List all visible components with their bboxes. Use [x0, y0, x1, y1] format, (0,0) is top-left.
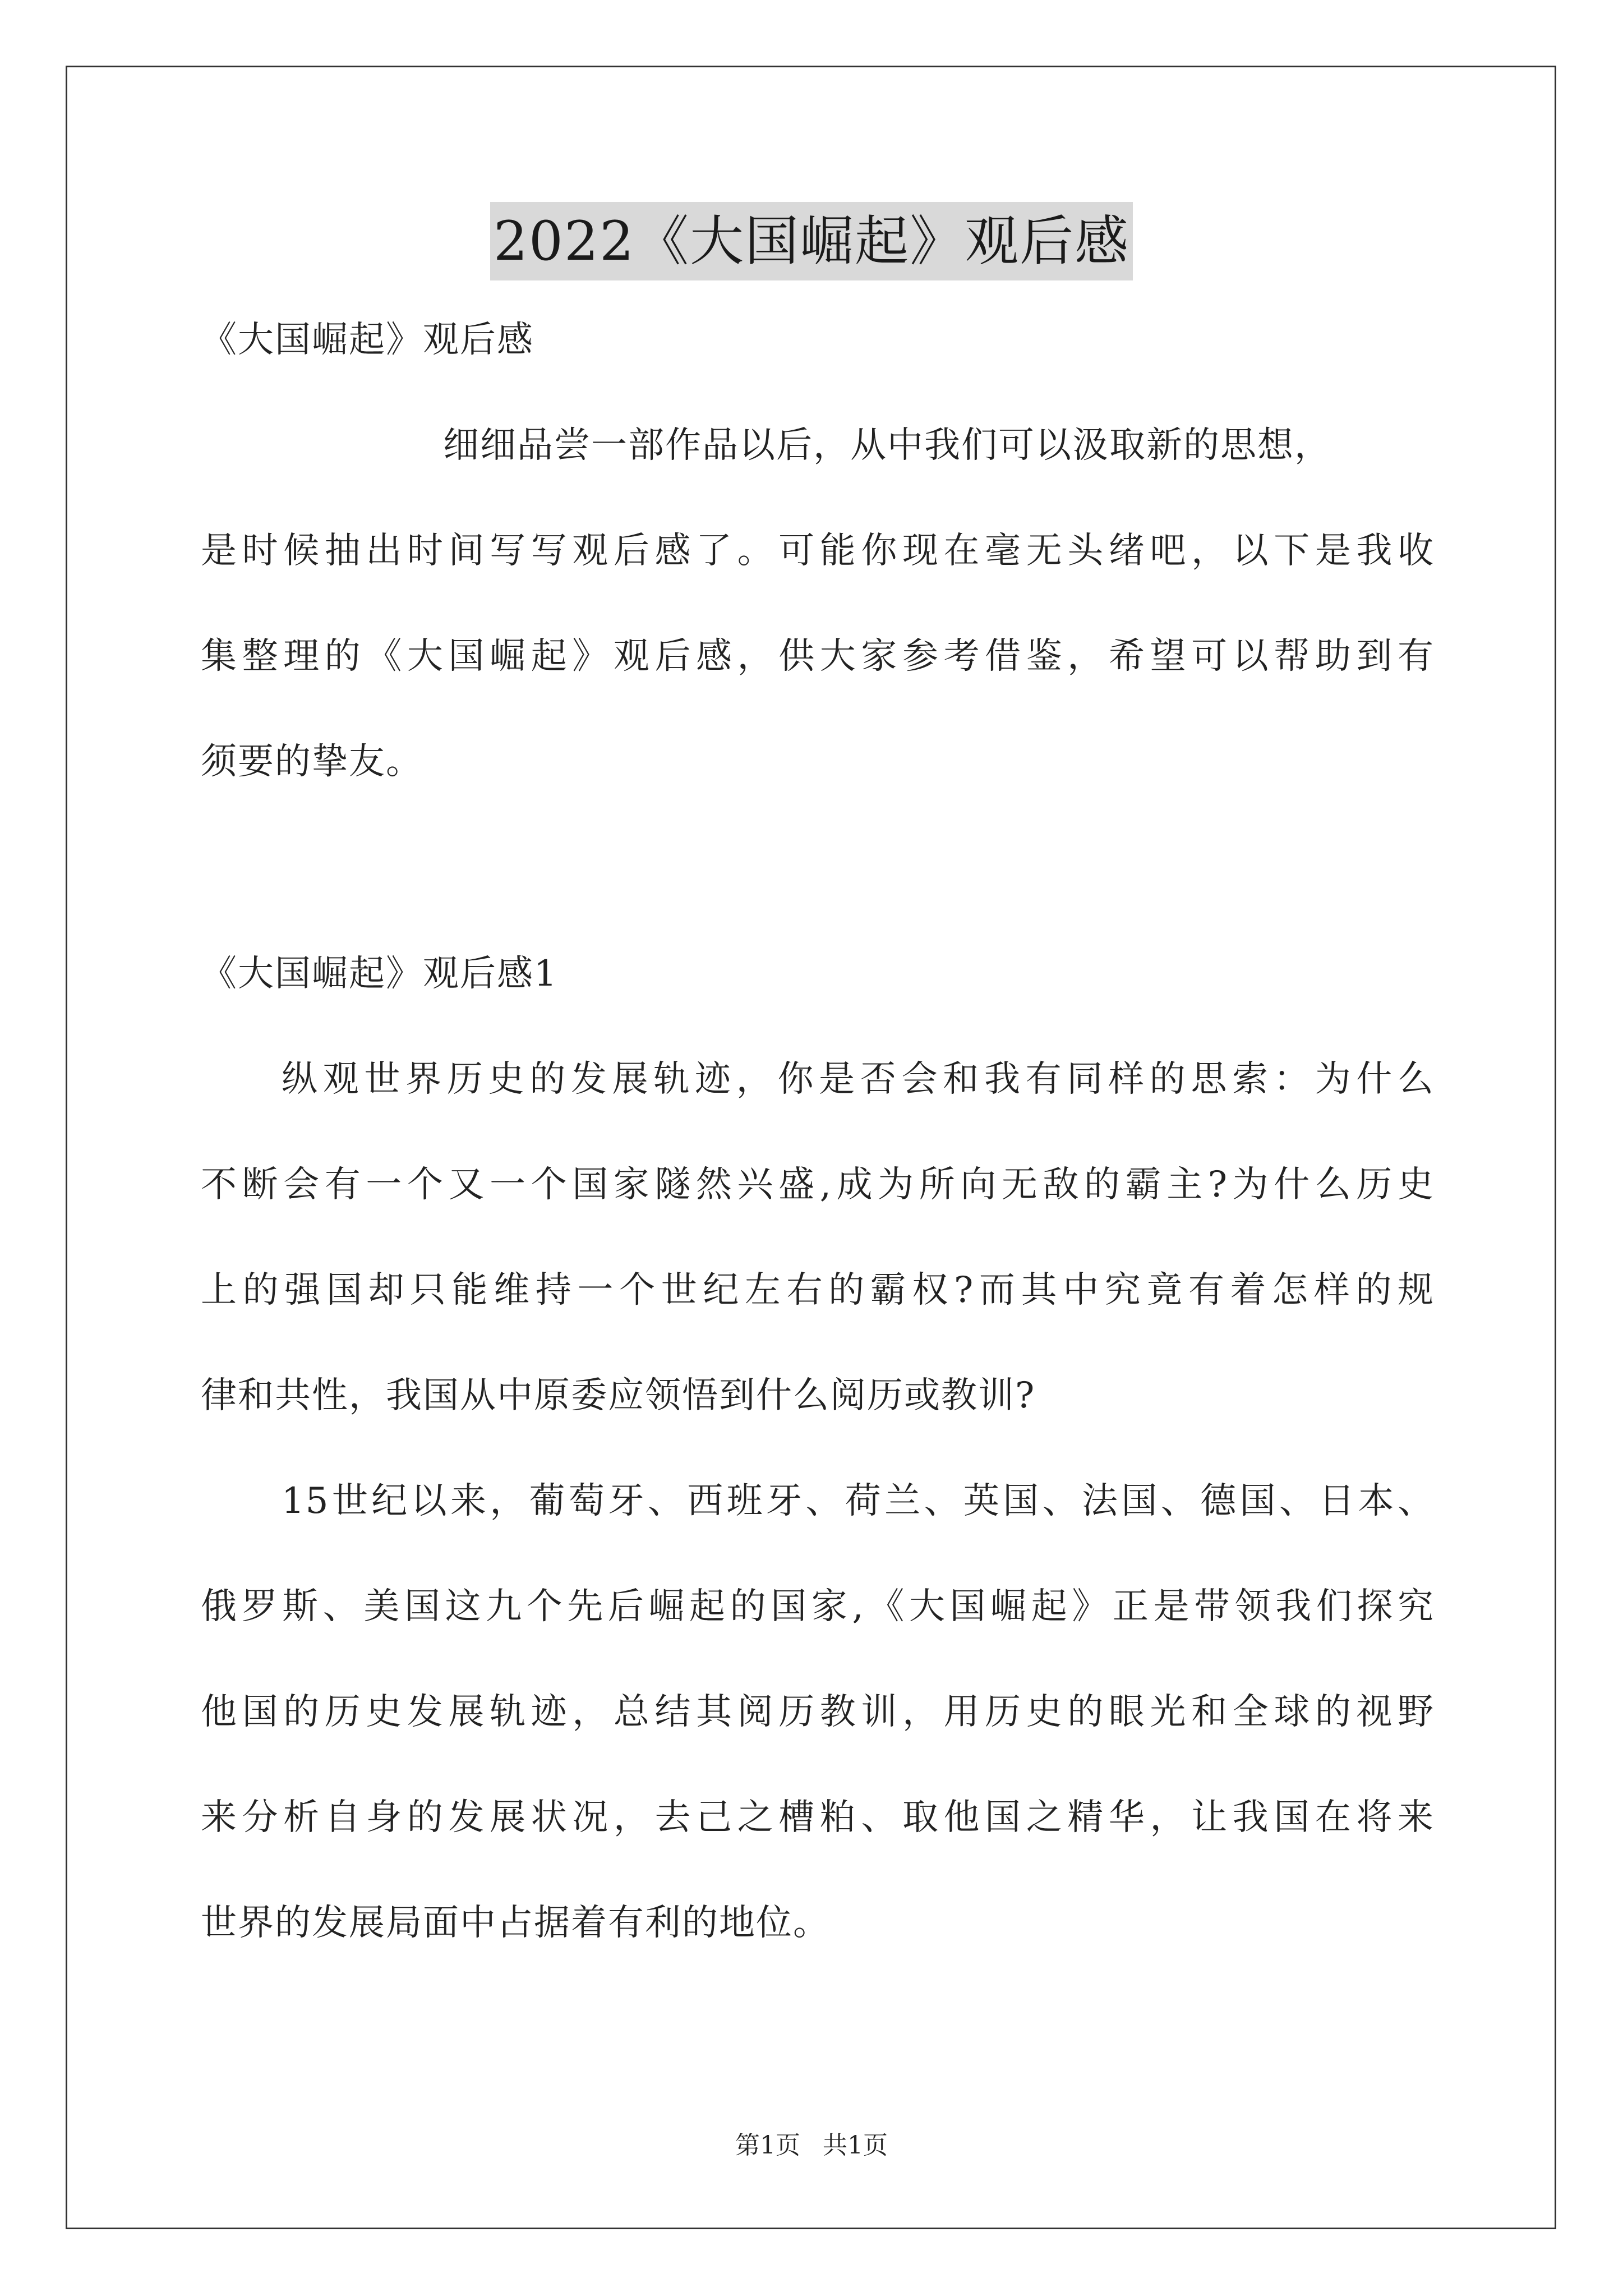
paragraph-line: 纵观世界历史的发展轨迹，你是否会和我有同样的思索：为什么 — [282, 1059, 1435, 1100]
paragraph-line: 细细品尝一部作品以后，从中我们可以汲取新的思想， — [443, 425, 1331, 466]
title-container — [0, 202, 1623, 280]
paragraph-line: 上的强国却只能维持一个世纪左右的霸权?而其中究竟有着怎样的规 — [201, 1269, 1435, 1311]
paragraph-line: 俄罗斯、美国这九个先后崛起的国家,《大国崛起》正是带领我们探究 — [201, 1586, 1435, 1627]
section-spacer — [201, 789, 1435, 947]
paragraph-line: 律和共性，我国从中原委应领悟到什么阅历或教训? — [201, 1375, 1036, 1416]
section1-paragraph-1 — [201, 1052, 1435, 1423]
page-number: 第1页 — [735, 2131, 800, 2160]
section-heading: 《大国崛起》观后感1 — [201, 953, 558, 995]
paragraph-line: 来分析自身的发展状况，去己之槽粕、取他国之精华，让我国在将来 — [201, 1797, 1435, 1838]
document-body — [201, 313, 1435, 2001]
paragraph-line: 是时候抽出时间写写观后感了。可能你现在毫无头绪吧，以下是我收 — [201, 530, 1435, 572]
paragraph-line: 他国的历史发展轨迹，总结其阅历教训，用历史的眼光和全球的视野 — [201, 1691, 1435, 1733]
intro-paragraph — [201, 418, 1435, 789]
section1-paragraph-2 — [201, 1474, 1435, 1950]
page-total: 共1页 — [823, 2131, 888, 2160]
paragraph-line: 世界的发展局面中占据着有利的地位。 — [201, 1902, 830, 1944]
paragraph-line: 须要的挚友。 — [201, 741, 423, 783]
document-title: 2022《大国崛起》观后感 — [490, 202, 1133, 280]
paragraph-line: 不断会有一个又一个国家隧然兴盛,成为所向无敌的霸主?为什么历史 — [201, 1164, 1435, 1205]
page-footer — [0, 2129, 1623, 2162]
intro-heading: 《大国崛起》观后感 — [201, 319, 534, 361]
paragraph-line: 15世纪以来，葡萄牙、西班牙、荷兰、英国、法国、德国、日本、 — [282, 1480, 1435, 1522]
paragraph-line: 集整理的《大国崛起》观后感，供大家参考借鉴，希望可以帮助到有 — [201, 636, 1435, 677]
